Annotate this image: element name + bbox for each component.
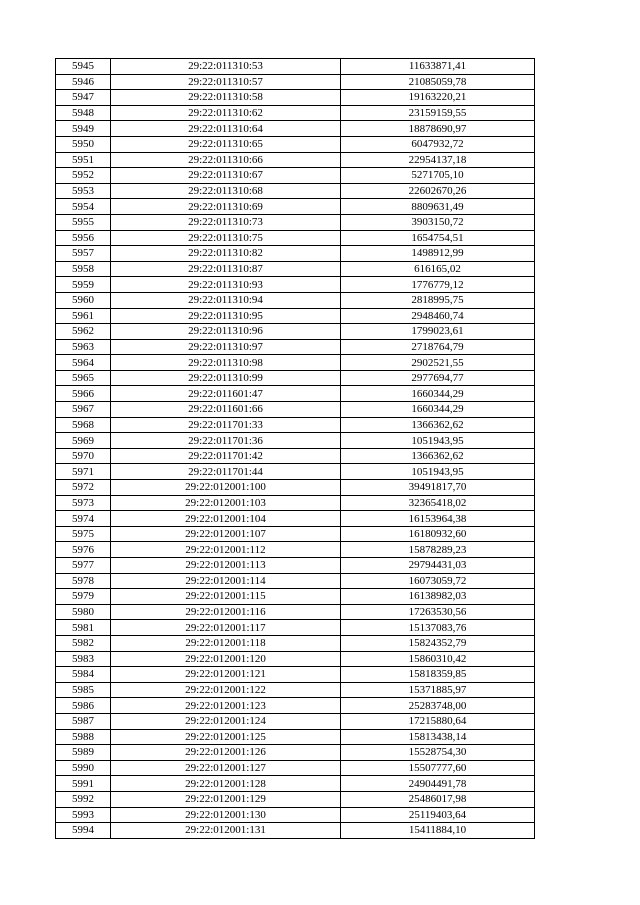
- cadastral-number-cell: 29:22:012001:120: [111, 651, 341, 667]
- table-row: [56, 480, 535, 496]
- cadastral-number-cell: 29:22:011701:33: [111, 417, 341, 433]
- table-row: [56, 511, 535, 527]
- table-row: [56, 214, 535, 230]
- row-number-cell: 5955: [56, 214, 111, 230]
- cadastral-number-cell: 29:22:011601:47: [111, 386, 341, 402]
- table-row: [56, 152, 535, 168]
- cadastral-number-cell: 29:22:012001:107: [111, 526, 341, 542]
- row-number-cell: 5994: [56, 823, 111, 839]
- row-number-cell: 5993: [56, 807, 111, 823]
- cadastral-value-cell: 15371885,97: [341, 682, 535, 698]
- row-number-cell: 5989: [56, 745, 111, 761]
- table-row: [56, 776, 535, 792]
- cadastral-number-cell: 29:22:011310:73: [111, 214, 341, 230]
- table-row: [56, 698, 535, 714]
- table-row: [56, 791, 535, 807]
- row-number-cell: 5987: [56, 713, 111, 729]
- cadastral-number-cell: 29:22:012001:113: [111, 558, 341, 574]
- row-number-cell: 5981: [56, 620, 111, 636]
- table-row: [56, 558, 535, 574]
- table-row: [56, 292, 535, 308]
- cadastral-value-cell: 29794431,03: [341, 558, 535, 574]
- row-number-cell: 5951: [56, 152, 111, 168]
- cadastral-value-cell: 1776779,12: [341, 277, 535, 293]
- cadastral-value-cell: 2818995,75: [341, 292, 535, 308]
- row-number-cell: 5956: [56, 230, 111, 246]
- cadastral-number-cell: 29:22:011310:95: [111, 308, 341, 324]
- row-number-cell: 5969: [56, 433, 111, 449]
- cadastral-value-cell: 1799023,61: [341, 324, 535, 340]
- cadastral-number-cell: 29:22:011310:98: [111, 355, 341, 371]
- table-row: [56, 105, 535, 121]
- cadastral-value-cell: 16138982,03: [341, 589, 535, 605]
- table-row: [56, 604, 535, 620]
- table-row: [56, 386, 535, 402]
- table-row: [56, 448, 535, 464]
- cadastral-number-cell: 29:22:011310:68: [111, 183, 341, 199]
- row-number-cell: 5953: [56, 183, 111, 199]
- cadastral-value-cell: 16153964,38: [341, 511, 535, 527]
- cadastral-number-cell: 29:22:011310:66: [111, 152, 341, 168]
- cadastral-value-cell: 15137083,76: [341, 620, 535, 636]
- cadastral-value-cell: 1498912,99: [341, 246, 535, 262]
- table-row: [56, 370, 535, 386]
- row-number-cell: 5976: [56, 542, 111, 558]
- row-number-cell: 5980: [56, 604, 111, 620]
- cadastral-number-cell: 29:22:011310:75: [111, 230, 341, 246]
- cadastral-value-cell: 22954137,18: [341, 152, 535, 168]
- cadastral-value-cell: 1051943,95: [341, 433, 535, 449]
- row-number-cell: 5985: [56, 682, 111, 698]
- cadastral-value-cell: 1366362,62: [341, 448, 535, 464]
- row-number-cell: 5986: [56, 698, 111, 714]
- cadastral-value-cell: 25486017,98: [341, 791, 535, 807]
- cadastral-value-cell: 16180932,60: [341, 526, 535, 542]
- row-number-cell: 5965: [56, 370, 111, 386]
- table-row: [56, 729, 535, 745]
- row-number-cell: 5952: [56, 168, 111, 184]
- table-row: [56, 277, 535, 293]
- cadastral-number-cell: 29:22:012001:118: [111, 635, 341, 651]
- table-row: [56, 183, 535, 199]
- cadastral-number-cell: 29:22:012001:130: [111, 807, 341, 823]
- row-number-cell: 5968: [56, 417, 111, 433]
- row-number-cell: 5947: [56, 90, 111, 106]
- table-row: [56, 495, 535, 511]
- table-row: [56, 90, 535, 106]
- row-number-cell: 5960: [56, 292, 111, 308]
- cadastral-value-cell: 16073059,72: [341, 573, 535, 589]
- table-row: [56, 526, 535, 542]
- table-row: [56, 542, 535, 558]
- row-number-cell: 5974: [56, 511, 111, 527]
- cadastral-value-cell: 15507777,60: [341, 760, 535, 776]
- table-row: [56, 324, 535, 340]
- cadastral-value-cell: 3903150,72: [341, 214, 535, 230]
- cadastral-number-cell: 29:22:011310:57: [111, 74, 341, 90]
- table-row: [56, 682, 535, 698]
- cadastral-value-cell: 15878289,23: [341, 542, 535, 558]
- row-number-cell: 5984: [56, 667, 111, 683]
- row-number-cell: 5971: [56, 464, 111, 480]
- cadastral-number-cell: 29:22:011701:42: [111, 448, 341, 464]
- row-number-cell: 5959: [56, 277, 111, 293]
- cadastral-number-cell: 29:22:011310:67: [111, 168, 341, 184]
- cadastral-number-cell: 29:22:012001:121: [111, 667, 341, 683]
- cadastral-value-cell: 25283748,00: [341, 698, 535, 714]
- cadastral-number-cell: 29:22:011310:62: [111, 105, 341, 121]
- cadastral-number-cell: 29:22:012001:125: [111, 729, 341, 745]
- table-row: [56, 168, 535, 184]
- cadastral-value-cell: 5271705,10: [341, 168, 535, 184]
- row-number-cell: 5945: [56, 59, 111, 75]
- table-body: [56, 59, 535, 839]
- table-row: [56, 760, 535, 776]
- table-row: [56, 589, 535, 605]
- row-number-cell: 5990: [56, 760, 111, 776]
- table-row: [56, 261, 535, 277]
- table-row: [56, 573, 535, 589]
- table-row: [56, 807, 535, 823]
- row-number-cell: 5958: [56, 261, 111, 277]
- cadastral-value-cell: 1366362,62: [341, 417, 535, 433]
- cadastral-number-cell: 29:22:011310:99: [111, 370, 341, 386]
- cadastral-value-cell: 8809631,49: [341, 199, 535, 215]
- cadastral-number-cell: 29:22:012001:112: [111, 542, 341, 558]
- cadastral-number-cell: 29:22:011310:65: [111, 136, 341, 152]
- cadastral-value-cell: 17263530,56: [341, 604, 535, 620]
- cadastral-number-cell: 29:22:012001:117: [111, 620, 341, 636]
- cadastral-value-cell: 24904491,78: [341, 776, 535, 792]
- table-row: [56, 246, 535, 262]
- cadastral-number-cell: 29:22:011310:97: [111, 339, 341, 355]
- table-row: [56, 464, 535, 480]
- cadastral-number-cell: 29:22:011310:64: [111, 121, 341, 137]
- cadastral-number-cell: 29:22:011310:58: [111, 90, 341, 106]
- cadastral-value-cell: 1051943,95: [341, 464, 535, 480]
- cadastral-value-cell: 2902521,55: [341, 355, 535, 371]
- cadastral-number-cell: 29:22:012001:123: [111, 698, 341, 714]
- row-number-cell: 5977: [56, 558, 111, 574]
- cadastral-value-cell: 15824352,79: [341, 635, 535, 651]
- cadastral-value-cell: 17215880,64: [341, 713, 535, 729]
- cadastral-value-cell: 21085059,78: [341, 74, 535, 90]
- cadastral-value-cell: 616165,02: [341, 261, 535, 277]
- cadastral-number-cell: 29:22:011701:44: [111, 464, 341, 480]
- table-row: [56, 136, 535, 152]
- table-row: [56, 199, 535, 215]
- row-number-cell: 5957: [56, 246, 111, 262]
- row-number-cell: 5979: [56, 589, 111, 605]
- row-number-cell: 5991: [56, 776, 111, 792]
- row-number-cell: 5966: [56, 386, 111, 402]
- cadastral-value-table: [55, 58, 535, 839]
- cadastral-number-cell: 29:22:011310:87: [111, 261, 341, 277]
- cadastral-number-cell: 29:22:011310:82: [111, 246, 341, 262]
- cadastral-value-cell: 19163220,21: [341, 90, 535, 106]
- cadastral-value-cell: 6047932,72: [341, 136, 535, 152]
- cadastral-number-cell: 29:22:012001:129: [111, 791, 341, 807]
- row-number-cell: 5982: [56, 635, 111, 651]
- cadastral-number-cell: 29:22:012001:115: [111, 589, 341, 605]
- cadastral-value-cell: 1660344,29: [341, 402, 535, 418]
- table-row: [56, 402, 535, 418]
- table-row: [56, 823, 535, 839]
- row-number-cell: 5972: [56, 480, 111, 496]
- cadastral-number-cell: 29:22:012001:103: [111, 495, 341, 511]
- table-row: [56, 635, 535, 651]
- cadastral-value-cell: 15528754,30: [341, 745, 535, 761]
- row-number-cell: 5970: [56, 448, 111, 464]
- row-number-cell: 5949: [56, 121, 111, 137]
- cadastral-number-cell: 29:22:011701:36: [111, 433, 341, 449]
- cadastral-value-cell: 23159159,55: [341, 105, 535, 121]
- cadastral-value-cell: 25119403,64: [341, 807, 535, 823]
- row-number-cell: 5975: [56, 526, 111, 542]
- cadastral-value-cell: 11633871,41: [341, 59, 535, 75]
- cadastral-value-cell: 2977694,77: [341, 370, 535, 386]
- table-row: [56, 713, 535, 729]
- table-row: [56, 433, 535, 449]
- row-number-cell: 5967: [56, 402, 111, 418]
- cadastral-value-cell: 32365418,02: [341, 495, 535, 511]
- cadastral-number-cell: 29:22:012001:114: [111, 573, 341, 589]
- row-number-cell: 5973: [56, 495, 111, 511]
- row-number-cell: 5992: [56, 791, 111, 807]
- cadastral-value-cell: 39491817,70: [341, 480, 535, 496]
- cadastral-number-cell: 29:22:011310:94: [111, 292, 341, 308]
- row-number-cell: 5964: [56, 355, 111, 371]
- cadastral-number-cell: 29:22:012001:124: [111, 713, 341, 729]
- cadastral-value-cell: 15818359,85: [341, 667, 535, 683]
- table-row: [56, 417, 535, 433]
- cadastral-value-cell: 2718764,79: [341, 339, 535, 355]
- row-number-cell: 5954: [56, 199, 111, 215]
- cadastral-value-cell: 15860310,42: [341, 651, 535, 667]
- table-row: [56, 620, 535, 636]
- cadastral-number-cell: 29:22:012001:100: [111, 480, 341, 496]
- cadastral-number-cell: 29:22:011310:53: [111, 59, 341, 75]
- cadastral-value-cell: 18878690,97: [341, 121, 535, 137]
- cadastral-number-cell: 29:22:012001:104: [111, 511, 341, 527]
- cadastral-number-cell: 29:22:011601:66: [111, 402, 341, 418]
- cadastral-value-cell: 15411884,10: [341, 823, 535, 839]
- cadastral-number-cell: 29:22:011310:93: [111, 277, 341, 293]
- cadastral-number-cell: 29:22:012001:128: [111, 776, 341, 792]
- cadastral-number-cell: 29:22:011310:96: [111, 324, 341, 340]
- row-number-cell: 5963: [56, 339, 111, 355]
- row-number-cell: 5962: [56, 324, 111, 340]
- cadastral-number-cell: 29:22:012001:127: [111, 760, 341, 776]
- table-row: [56, 355, 535, 371]
- table-row: [56, 308, 535, 324]
- table-row: [56, 651, 535, 667]
- cadastral-number-cell: 29:22:012001:122: [111, 682, 341, 698]
- cadastral-value-cell: 1660344,29: [341, 386, 535, 402]
- row-number-cell: 5961: [56, 308, 111, 324]
- table-row: [56, 339, 535, 355]
- row-number-cell: 5983: [56, 651, 111, 667]
- row-number-cell: 5978: [56, 573, 111, 589]
- cadastral-number-cell: 29:22:012001:126: [111, 745, 341, 761]
- cadastral-number-cell: 29:22:012001:131: [111, 823, 341, 839]
- row-number-cell: 5948: [56, 105, 111, 121]
- cadastral-number-cell: 29:22:011310:69: [111, 199, 341, 215]
- table-row: [56, 230, 535, 246]
- row-number-cell: 5988: [56, 729, 111, 745]
- row-number-cell: 5950: [56, 136, 111, 152]
- row-number-cell: 5946: [56, 74, 111, 90]
- cadastral-number-cell: 29:22:012001:116: [111, 604, 341, 620]
- table-row: [56, 667, 535, 683]
- cadastral-value-cell: 1654754,51: [341, 230, 535, 246]
- table-row: [56, 59, 535, 75]
- table-row: [56, 745, 535, 761]
- table-row: [56, 74, 535, 90]
- cadastral-value-cell: 22602670,26: [341, 183, 535, 199]
- cadastral-value-cell: 15813438,14: [341, 729, 535, 745]
- cadastral-value-cell: 2948460,74: [341, 308, 535, 324]
- table-row: [56, 121, 535, 137]
